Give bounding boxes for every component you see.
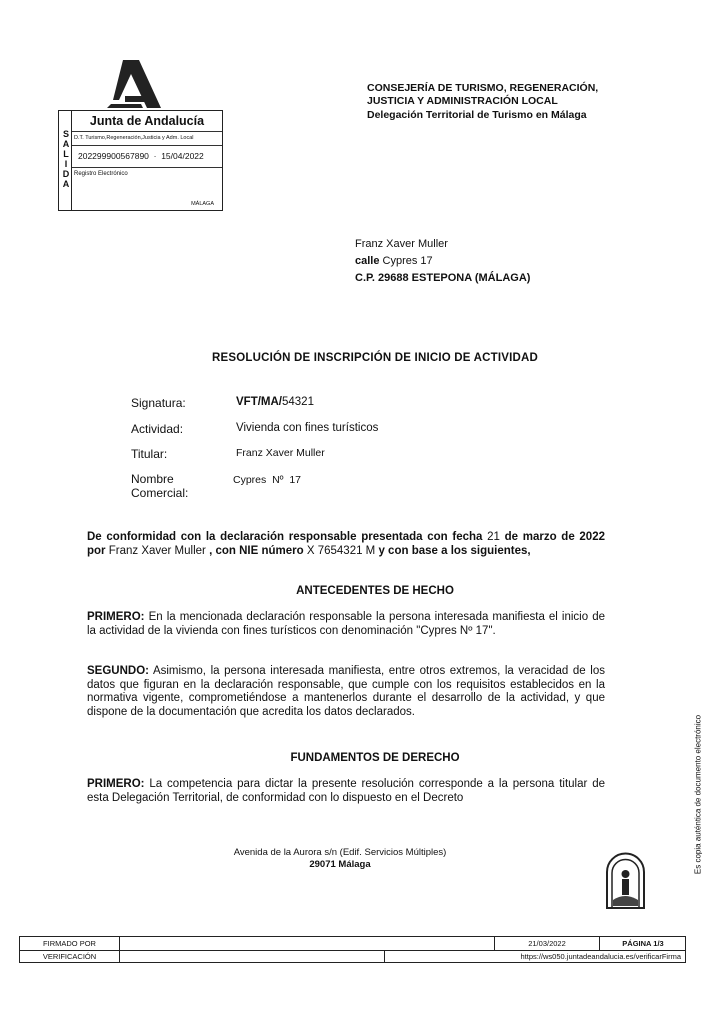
consejeria-header: CONSEJERÍA DE TURISMO, REGENERACIÓN, JUSTICIA Y ADMINISTRACIÓN LOCAL Delegación Territorial de Turismo en Málaga bbox=[367, 82, 599, 121]
footer-address: Avenida de la Aurora s/n (Edif. Servicios Múltiples) 29071 Málaga bbox=[233, 847, 447, 870]
fundamentos-primero: PRIMERO: La competencia para dictar la presente resolución corresponde a la persona titular de esta Delegación Territorial, de conformidad con lo dispuesto en el Decreto bbox=[87, 778, 605, 804]
recipient-street: calle Cypres 17 bbox=[355, 255, 433, 267]
antecedentes-segundo: SEGUNDO: Asimismo, la persona interesada manifiesta, entre otros extremos, la veracidad de los datos que figuran en la declaración responsable, que cumple con los requisitos establecidos en la normativa vigente, comprometiéndose a mantenerlos durante el desarrollo de la actividad, y que dispone de la documentación que acredita los datos declarados. bbox=[87, 665, 605, 718]
nombre-comercial-value: Cypres Nº 17 bbox=[233, 474, 302, 486]
signature-table bbox=[19, 936, 686, 963]
registry-stamp bbox=[58, 110, 223, 211]
stamp-title: Junta de Andalucía bbox=[72, 111, 222, 132]
document-title: RESOLUCIÓN DE INSCRIPCIÓN DE INICIO DE ACTIVIDAD bbox=[211, 352, 539, 364]
stamp-side-label: S A L I D A bbox=[62, 129, 70, 189]
recipient-address bbox=[355, 236, 530, 287]
recipient-name: Franz Xaver Muller bbox=[355, 238, 448, 250]
signature-date: 21/03/2022 bbox=[495, 937, 600, 950]
authentic-copy-note: Es copia auténtica de documento electrónico bbox=[693, 714, 703, 875]
titular-label: Titular: bbox=[131, 447, 168, 461]
actividad-value: Vivienda con fines turísticos bbox=[236, 422, 379, 434]
titular-value: Franz Xaver Muller bbox=[236, 447, 325, 459]
signatura-value: VFT/MA/54321 bbox=[236, 396, 314, 408]
intro-paragraph: De conformidad con la declaración responsable presentada con fecha 21 de marzo de 2022 por Franz Xaver Muller , con NIE número X 7654321 M y con base a los siguientes, bbox=[87, 531, 605, 557]
junta-logo-icon bbox=[103, 60, 165, 110]
verificacion-code bbox=[120, 950, 385, 963]
stamp-city: MÁLAGA bbox=[191, 201, 214, 207]
stamp-office: D.T. Turismo,Regeneración,Justicia y Adm. Local bbox=[72, 131, 222, 146]
fundamentos-heading: FUNDAMENTOS DE DERECHO bbox=[290, 752, 460, 764]
nombre-comercial-label: Nombre Comercial: bbox=[131, 472, 189, 500]
andalucia-emblem-icon bbox=[603, 848, 648, 910]
verify-url-link[interactable]: https://ws050.juntadeandalucia.es/verificarFirma bbox=[520, 952, 681, 961]
stamp-registro: Registro Electrónico bbox=[74, 171, 128, 177]
page-number: PÁGINA 1/3 bbox=[622, 939, 664, 948]
antecedentes-primero: PRIMERO: En la mencionada declaración responsable la persona interesada manifiesta el inicio de la actividad de la vivienda con fines turísticos con denominación "Cypres Nº 17". bbox=[87, 611, 605, 637]
recipient-postal: C.P. 29688 ESTEPONA (MÁLAGA) bbox=[355, 272, 531, 284]
firmado-por-value bbox=[120, 937, 495, 950]
antecedentes-heading: ANTECEDENTES DE HECHO bbox=[296, 585, 454, 597]
verificacion-label: VERIFICACIÓN bbox=[20, 950, 120, 963]
signatura-label: Signatura: bbox=[131, 396, 186, 410]
firmado-por-label: FIRMADO POR bbox=[20, 937, 120, 950]
stamp-number-date: 202299900567890 · 15/04/2022 bbox=[72, 145, 222, 168]
actividad-label: Actividad: bbox=[131, 422, 184, 436]
